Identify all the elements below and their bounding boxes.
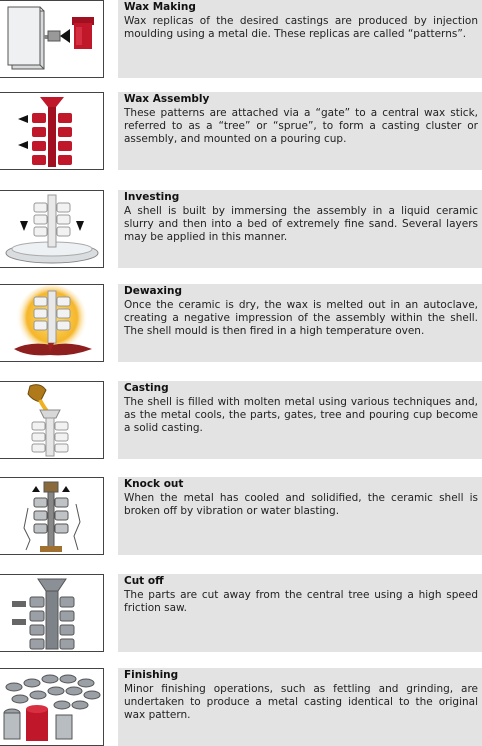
dewaxing-image [0,284,104,362]
wax-making-image [0,0,104,78]
casting-icon [0,382,104,459]
knock-out-icon [0,478,104,555]
step-title: Wax Making [124,1,196,13]
investing-image [0,190,104,268]
casting-textbox [118,381,482,459]
investing-icon [0,191,104,268]
knock-out-image [0,477,104,555]
finishing-image [0,668,104,746]
step-title: Casting [124,382,169,394]
step-description: A shell is built by immersing the assembly in a liquid ceramic slurry and then into a bed of extremely fine sand. Several layers may be applied in this manner. [124,205,478,243]
step-description: These patterns are attached via a “gate” to a central wax stick, referred to as a “tree” or “sprue”, to form a casting cluster or assembly, and mounted on a pouring cup. [124,107,478,145]
finishing-textbox [118,668,482,746]
step-description: The parts are cut away from the central tree using a high speed friction saw. [124,589,478,614]
wax-making-icon [0,1,104,78]
step-title: Dewaxing [124,285,182,297]
cut-off-image [0,574,104,652]
cut-off-textbox [118,574,482,652]
step-title: Finishing [124,669,179,681]
step-description: Once the ceramic is dry, the wax is melted out in an autoclave, creating a negative impression of the assembly within the shell. The shell mould is then fired in a high temperature oven. [124,299,478,337]
step-description: When the metal has cooled and solidified, the ceramic shell is broken off by vibration or water blasting. [124,492,478,517]
investing-textbox [118,190,482,268]
step-description: Wax replicas of the desired castings are produced by injection moulding using a metal die. These replicas are called “patterns”. [124,15,478,40]
step-description: The shell is filled with molten metal using various techniques and, as the metal cools, the parts, gates, tree and pouring cup become a solid casting. [124,396,478,434]
wax-assembly-image [0,92,104,170]
cut-off-icon [0,575,104,652]
dewaxing-textbox [118,284,482,362]
wax-making-textbox [118,0,482,78]
step-title: Investing [124,191,180,203]
step-title: Cut off [124,575,164,587]
wax-assembly-icon [0,93,104,170]
casting-image [0,381,104,459]
wax-assembly-textbox [118,92,482,170]
finishing-icon [0,669,104,746]
step-description: Minor finishing operations, such as fettling and grinding, are undertaken to produce a metal casting identical to the original wax pattern. [124,683,478,721]
knock-out-textbox [118,477,482,555]
step-title: Wax Assembly [124,93,210,105]
step-title: Knock out [124,478,184,490]
dewaxing-icon [0,285,104,362]
